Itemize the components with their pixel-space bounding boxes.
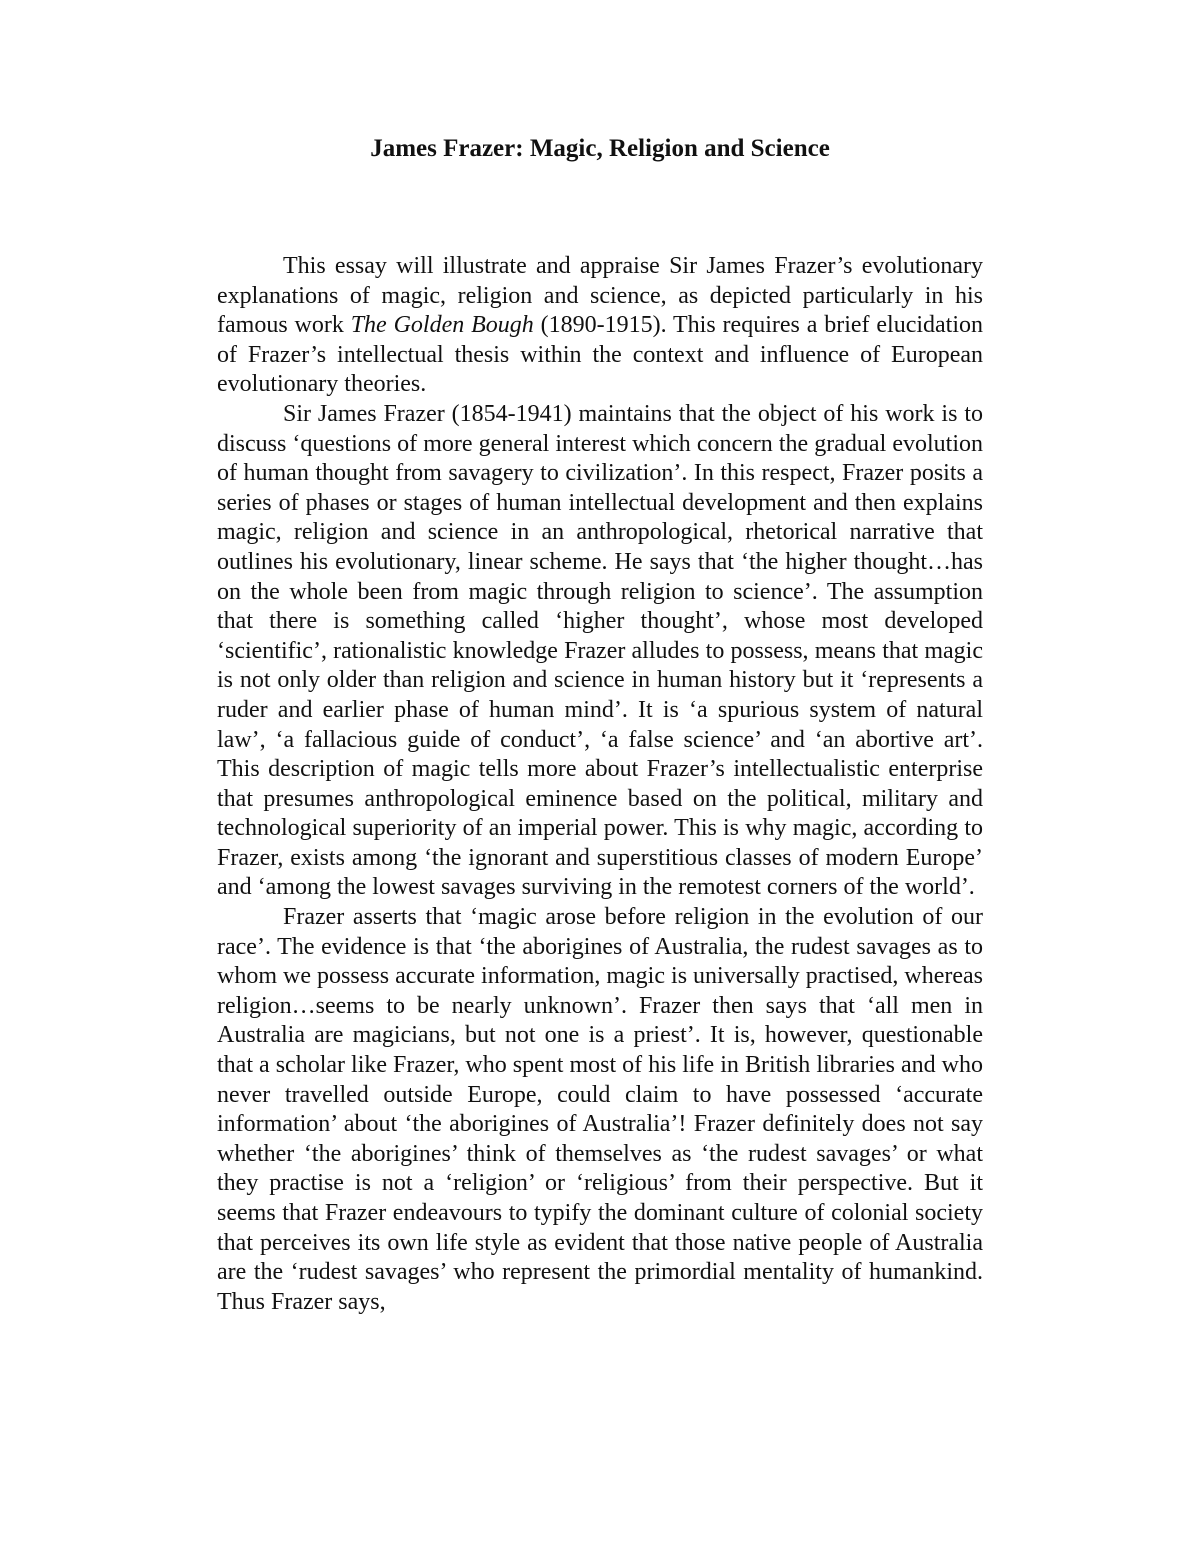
paragraph-3: Frazer asserts that ‘magic arose before religion in the evolution of our race’. The evidence is that ‘the aborigines of Australia, the rudest savages as to whom we possess accurate information, magic is universally practised, whereas religion…seems to be nearly unknown’. Frazer then says that ‘all men in Australia are magicians, but not one is a priest’. It is, however, questionable that a scholar like Frazer, who spent most of his life in British libraries and who never travelled outside Europe, could claim to have possessed ‘accurate information’ about ‘the aborigines of Australia’! Frazer definitely does not say whether ‘the aborigines’ think of themselves as ‘the rudest savages’ or what they practise is not a ‘religion’ or ‘religious’ from their perspective. But it seems that Frazer endeavours to typify the dominant culture of colonial society that perceives its own life style as evident that those native people of Australia are the ‘rudest savages’ who represent the primordial mentality of humankind. Thus Frazer says, (217, 904, 983, 1315)
paragraph-2: Sir James Frazer (1854-1941) maintains that the object of his work is to discuss ‘questions of more general interest which concern the gradual evolution of human thought from savagery to civilization’. In this respect, Frazer posits a series of phases or stages of human intellectual development and then explains magic, religion and science in an anthropological, rhetorical narrative that outlines his evolutionary, linear scheme. He says that ‘the higher thought…has on the whole been from magic through religion to science’. The assumption that there is something called ‘higher thought’, whose most developed ‘scientific’, rationalistic knowledge Frazer alludes to possess, means that magic is not only older than religion and science in human history but it ‘represents a ruder and earlier phase of human mind’. It is ‘a spurious system of natural law’, ‘a fallacious guide of conduct’, ‘a false science’ and ‘an abortive art’. This description of magic tells more about Frazer’s intellectualistic enterprise that presumes anthropological eminence based on the political, military and technological superiority of an imperial power. This is why magic, according to Frazer, exists among ‘the ignorant and superstitious classes of modern Europe’ and ‘among the lowest savages surviving in the remotest corners of the world’. (217, 400, 983, 901)
paragraph-1-text-end: (1890-1915). This requires a brief elucidation of Frazer’s intellectual thesis within the context and influence of European evolutionary theories. (217, 312, 984, 398)
page-title: James Frazer: Magic, Religion and Science (370, 135, 830, 162)
paragraph-1-text-start: This essay will illustrate and appraise Sir James Frazer’s evolutionary explanations of magic, religion and science, as depicted particularly in his famous work (217, 253, 983, 339)
book-title-italic: The Golden Bough (350, 312, 534, 339)
paragraph-1 (217, 252, 983, 400)
essay-body (217, 252, 983, 1317)
